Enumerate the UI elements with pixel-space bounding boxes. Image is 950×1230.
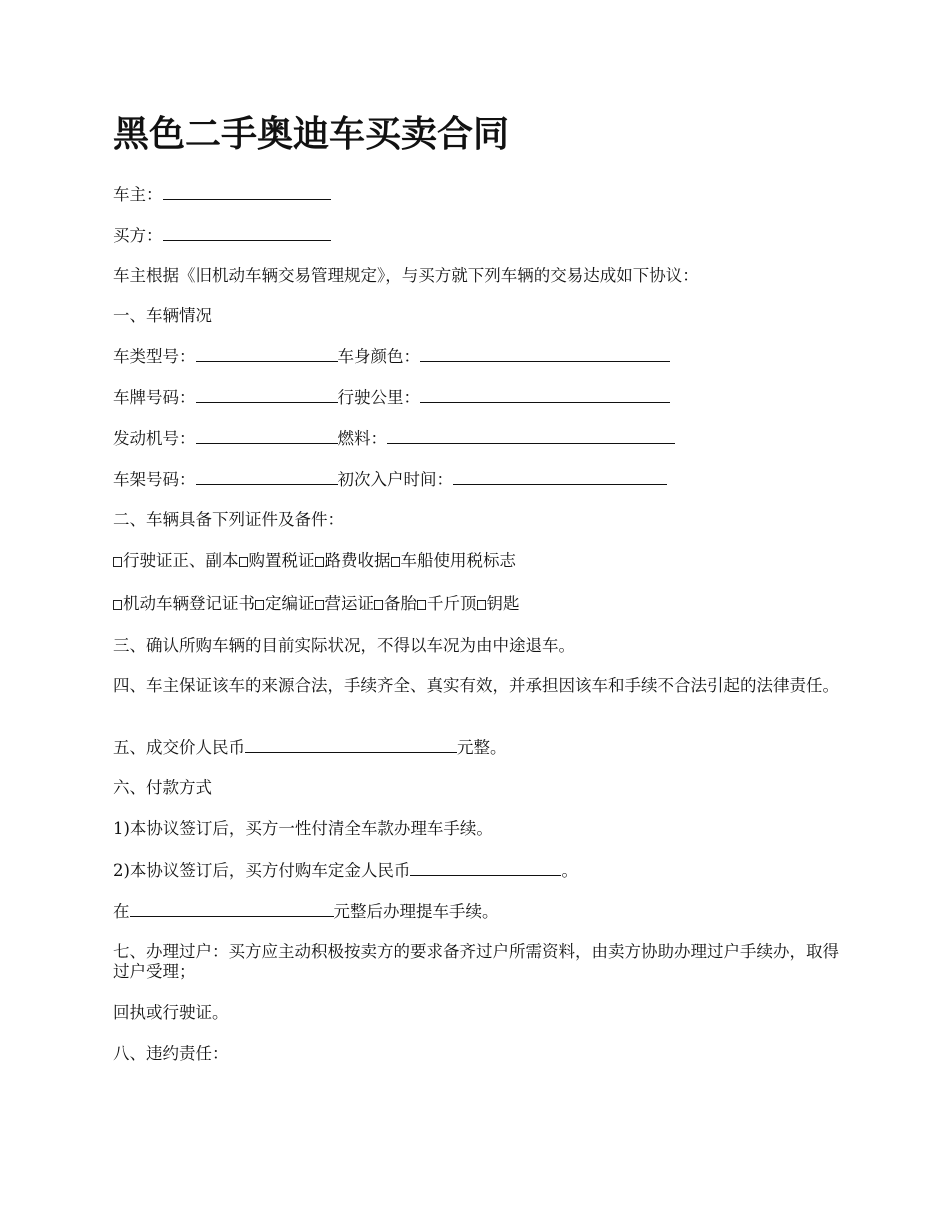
first-reg-label: 初次入户时间：: [337, 470, 453, 489]
section-2-heading: 二、车辆具备下列证件及备件：: [113, 510, 344, 529]
section-5: [113, 737, 507, 758]
doc-item: 千斤顶: [427, 594, 477, 613]
pickup-prefix: 在: [113, 902, 130, 921]
engine-blank: [196, 428, 338, 444]
doc-item: 路费收据: [324, 551, 391, 570]
mileage-blank: [420, 387, 670, 403]
doc-item: 钥匙: [486, 594, 520, 613]
model-label: 车类型号：: [113, 347, 196, 366]
deposit-blank: [410, 860, 561, 876]
doc-item: 车船使用税标志: [400, 551, 516, 570]
section-3: 三、确认所购车辆的目前实际状况，不得以车况为由中途退车。: [113, 636, 575, 655]
payment-2: [113, 860, 578, 881]
checkbox-icon[interactable]: [417, 600, 426, 610]
doc-item: 备胎: [384, 594, 417, 613]
section-8-heading: 八、违约责任：: [113, 1044, 229, 1063]
buyer-blank: [163, 225, 331, 241]
doc-item: 购置税证: [248, 551, 315, 570]
deposit-suffix: 。: [561, 861, 578, 880]
pickup-blank: [130, 901, 334, 917]
checkbox-icon[interactable]: [477, 600, 486, 610]
section-4: 四、车主保证该车的来源合法，手续齐全、真实有效，并承担因该车和手续不合法引起的法律责任。: [113, 676, 839, 695]
owner-label: 车主：: [113, 185, 163, 204]
section-7-continued: 回执或行驶证。: [113, 1003, 229, 1022]
frame-blank: [196, 469, 338, 485]
price-suffix: 元整。: [457, 738, 507, 757]
payment-3: [113, 901, 499, 922]
owner-line: [113, 184, 331, 205]
checkbox-icon[interactable]: [113, 600, 122, 610]
buyer-line: [113, 225, 331, 246]
checkbox-icon[interactable]: [315, 557, 324, 567]
section-6-heading: 六、付款方式: [113, 778, 212, 797]
price-prefix: 五、成交价人民币: [113, 738, 245, 757]
model-blank: [196, 346, 338, 362]
mileage-label: 行驶公里：: [337, 388, 420, 407]
vehicle-row-4: [113, 469, 667, 490]
checkbox-icon[interactable]: [113, 557, 122, 567]
checkbox-icon[interactable]: [391, 557, 400, 567]
page-title: 黑色二手奥迪车买卖合同: [113, 114, 510, 155]
preamble: 车主根据《旧机动车辆交易管理规定》，与买方就下列车辆的交易达成如下协议：: [113, 266, 699, 285]
plate-label: 车牌号码：: [113, 388, 196, 407]
checkbox-icon[interactable]: [255, 600, 264, 610]
checkbox-icon[interactable]: [374, 600, 383, 610]
doc-item: 行驶证正、副本: [123, 551, 239, 570]
doc-item: 定编证: [265, 594, 315, 613]
doc-item: 机动车辆登记证书: [123, 594, 255, 613]
section-7: 七、办理过户：买方应主动积极按卖方的要求备齐过户所需资料，由卖方协助办理过户手续办，取得过户受理；: [113, 942, 839, 981]
payment-1: 1)本协议签订后，买方一性付清全车款办理车手续。: [113, 819, 493, 838]
checkbox-icon[interactable]: [315, 600, 324, 610]
owner-blank: [163, 184, 331, 200]
plate-blank: [196, 387, 338, 403]
frame-label: 车架号码：: [113, 470, 196, 489]
section-1-heading: 一、车辆情况: [113, 306, 212, 325]
deposit-prefix: 2)本协议签订后，买方付购车定金人民币: [113, 861, 411, 880]
fuel-blank: [387, 428, 675, 444]
color-blank: [420, 346, 670, 362]
fuel-label: 燃料：: [337, 429, 387, 448]
documents-row-1: [113, 551, 516, 571]
engine-label: 发动机号：: [113, 429, 196, 448]
pickup-suffix: 元整后办理提车手续。: [333, 902, 499, 921]
first-reg-blank: [453, 469, 667, 485]
doc-item: 营运证: [324, 594, 374, 613]
price-blank: [245, 737, 457, 753]
vehicle-row-3: [113, 428, 675, 449]
buyer-label: 买方：: [113, 226, 163, 245]
documents-row-2: [113, 594, 520, 614]
checkbox-icon[interactable]: [239, 557, 248, 567]
vehicle-row-2: [113, 387, 670, 408]
color-label: 车身颜色：: [337, 347, 420, 366]
vehicle-row-1: [113, 346, 670, 367]
